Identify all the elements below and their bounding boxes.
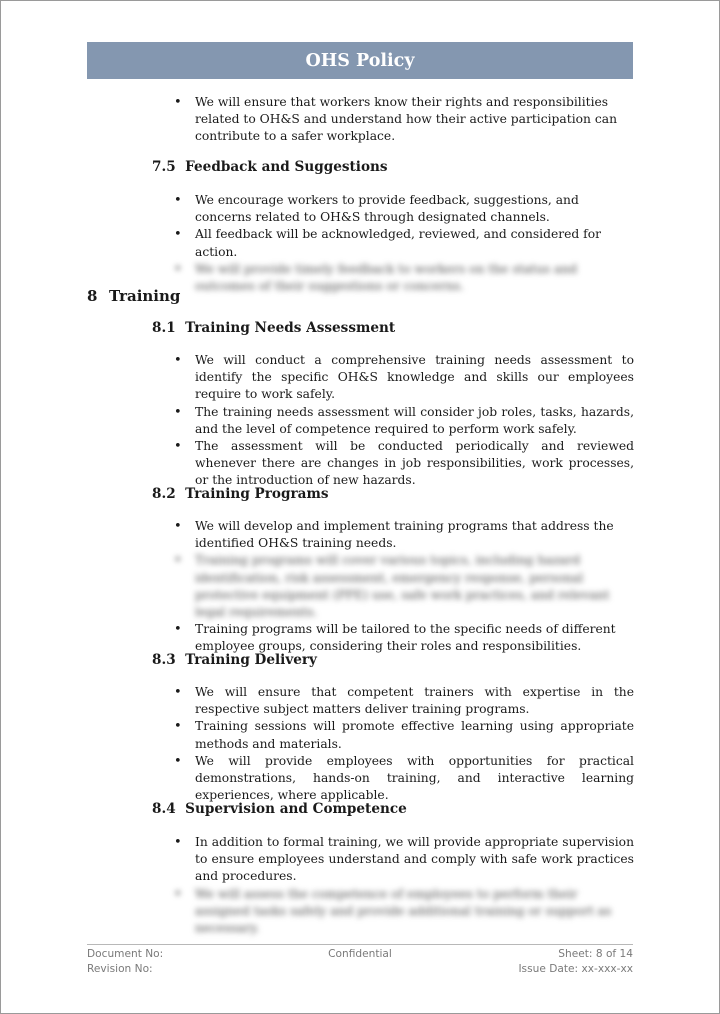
list-item: • We will ensure that competent trainers with expertise in the respective subject matters deliver training programs. [174,684,634,718]
section-heading-8-3 [152,652,317,668]
section-number: 8 [87,287,98,305]
section-title: Training Delivery [185,652,317,668]
footer-confidential: Confidential [328,948,392,960]
section-number: 8.3 [152,652,176,668]
list-item: • Training programs will be tailored to the specific needs of different employee groups, considering their roles and responsibilities. [174,621,634,655]
footer-divider [87,944,633,945]
footer-left [87,947,163,976]
sheet-number: Sheet: 8 of 14 [558,948,633,960]
bullet-list-8-4 [174,834,634,937]
list-item: • The training needs assessment will consider job roles, tasks, hazards, and the level of competence required to perform work safely. [174,404,634,438]
list-item: • We will provide employees with opportunities for practical demonstrations, hands-on training, and interactive learning experiences, where applicable. [174,753,634,805]
list-item-redacted: • We will provide timely feedback to workers on the status and outcomes of their suggestions or concerns. [174,261,634,295]
document-title: OHS Policy [305,50,415,71]
list-item: • In addition to formal training, we will provide appropriate supervision to ensure employees understand and comply with safe work practices and procedures. [174,834,634,886]
bullet-list-8-3 [174,684,634,804]
list-item-redacted: • Training programs will cover various topics, including hazard identification, risk assessment, emergency response, personal protective equipment (PPE) use, safe work practices, and relevant legal requirements. [174,552,634,621]
section-number: 8.4 [152,801,176,817]
section-heading-8-4 [152,801,407,817]
section-heading-8-1 [152,320,395,336]
section-title: Training [109,287,181,305]
list-item: • Training sessions will promote effective learning using appropriate methods and materials. [174,718,634,752]
section-number: 7.5 [152,159,176,175]
footer-right [518,947,633,976]
revision-no-label: Revision No: [87,962,153,975]
list-item: • We will develop and implement training programs that address the identified OH&S training needs. [174,518,634,552]
section-title: Feedback and Suggestions [185,159,388,175]
section-title: Training Programs [185,486,329,502]
intro-bullet-list [174,94,634,146]
section-title: Supervision and Competence [185,801,407,817]
list-item: • We will ensure that workers know their rights and responsibilities related to OH&S and understand how their active participation can contribute to a safer workplace. [174,94,634,146]
header-band [87,42,633,79]
list-item: • The assessment will be conducted periodically and reviewed whenever there are changes in job responsibilities, work processes, or the introduction of new hazards. [174,438,634,490]
section-heading-8-2 [152,486,329,502]
list-item: • We encourage workers to provide feedback, suggestions, and concerns related to OH&S through designated channels. [174,192,634,226]
section-heading-8 [87,287,180,305]
issue-date: Issue Date: xx-xxx-xx [518,962,633,975]
document-no-label: Document No: [87,948,164,960]
list-item-redacted: • We will assess the competence of employees to perform their assigned tasks safely and provide additional training or support as necessary. [174,886,634,938]
section-heading-7-5 [152,159,388,175]
bullet-list-8-2 [174,518,634,656]
section-title: Training Needs Assessment [185,320,396,336]
bullet-list-8-1 [174,352,634,490]
section-number: 8.2 [152,486,176,502]
list-item: • We will conduct a comprehensive training needs assessment to identify the specific OH&S knowledge and skills our employees require to work safely. [174,352,634,404]
list-item: • All feedback will be acknowledged, reviewed, and considered for action. [174,226,634,260]
bullet-list-7-5 [174,192,634,295]
section-number: 8.1 [152,320,176,336]
